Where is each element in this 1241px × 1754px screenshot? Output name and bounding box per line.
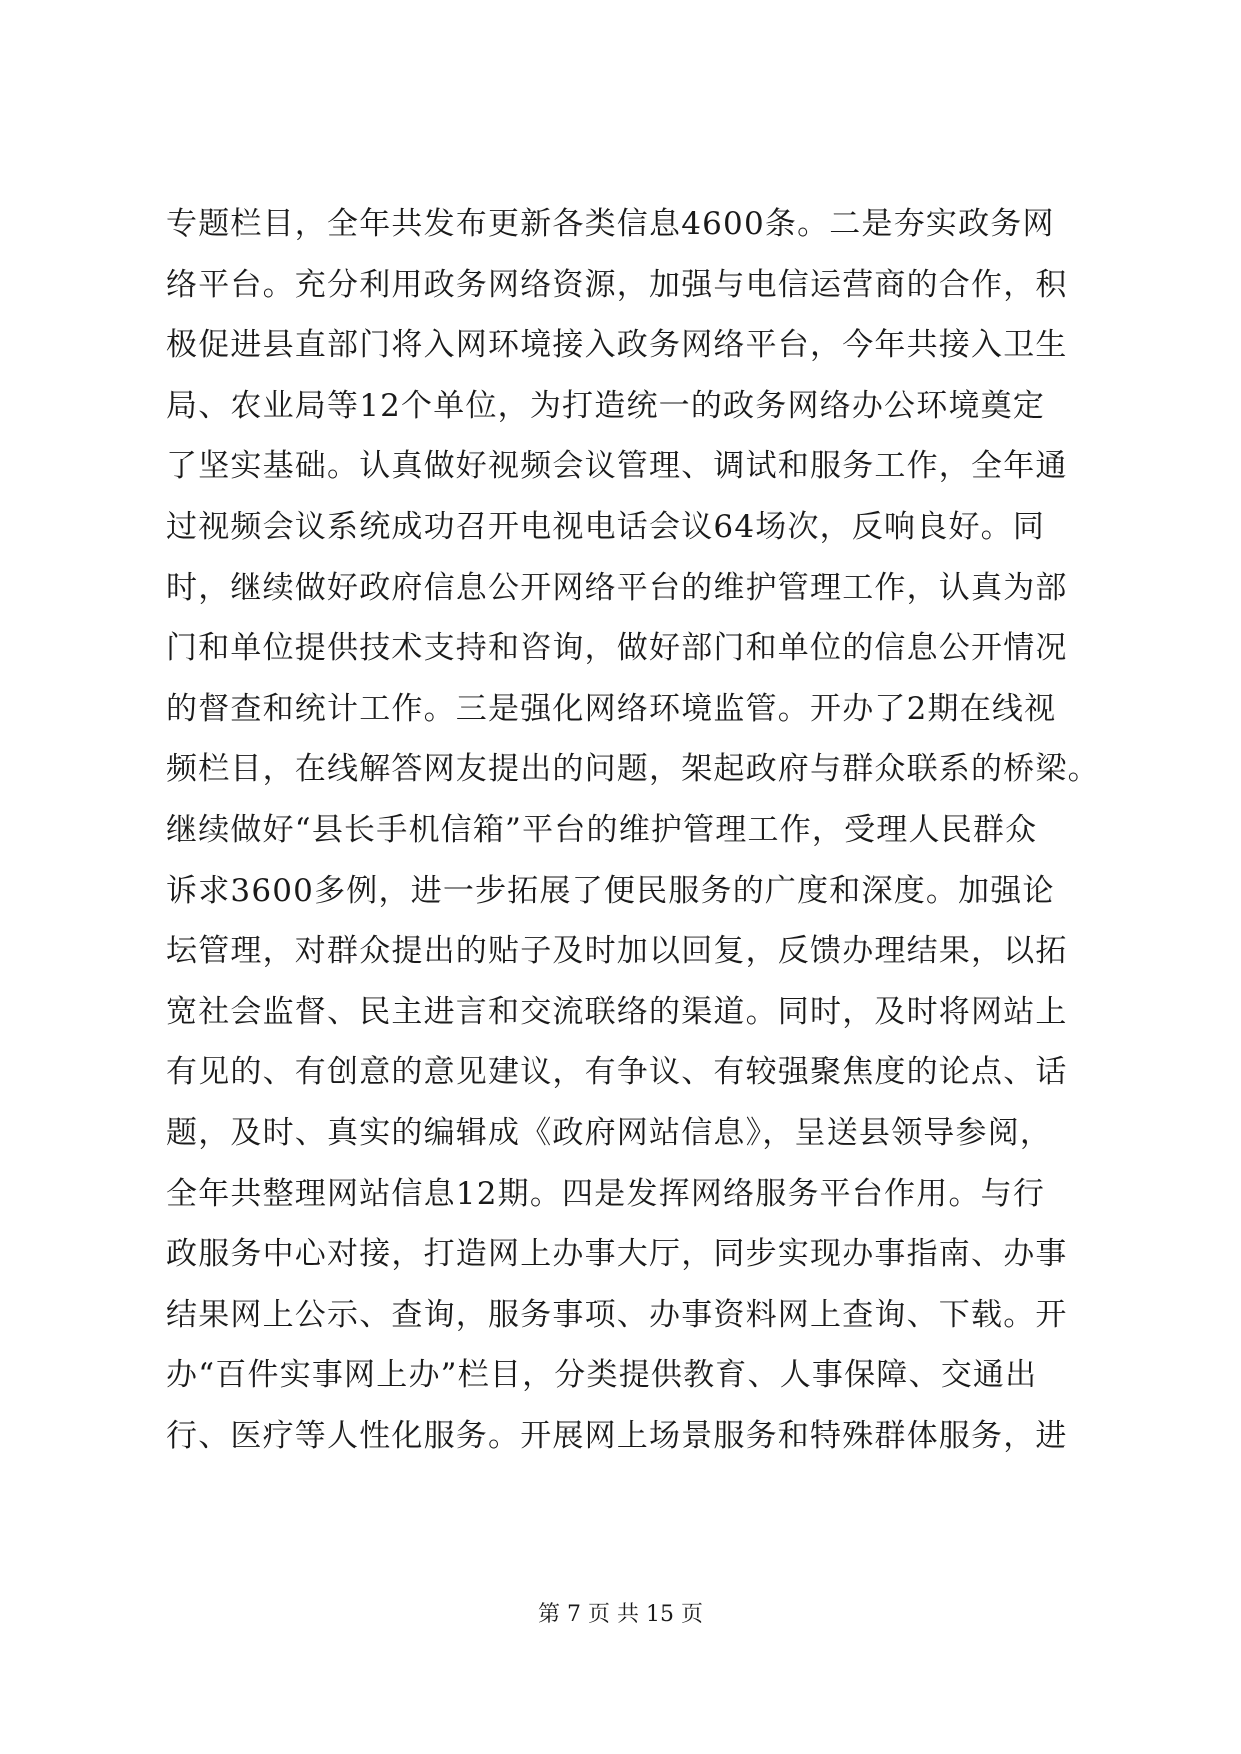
text-line: 过视频会议系统成功召开电视电话会议64场次，反响良好。同 [166,508,1046,545]
text-line: 专题栏目，全年共发布更新各类信息4600条。二是夯实政务网 [166,206,1055,242]
text-line: 频栏目，在线解答网友提出的问题，架起政府与群众联系的桥梁。 [166,751,1100,788]
text-line: 局、农业局等12个单位，为打造统一的政务网络办公环境奠定 [166,387,1046,424]
body-text [166,194,1100,1466]
text-line: 办“百件实事网上办”栏目，分类提供教育、人事保障、交通出 [166,1357,1038,1394]
text-line: 全年共整理网站信息12期。四是发挥网络服务平台作用。与行 [166,1175,1046,1212]
text-line: 门和单位提供技术支持和咨询，做好部门和单位的信息公开情况 [166,630,1068,667]
text-line: 有见的、有创意的意见建议，有争议、有较强聚焦度的论点、话 [166,1054,1068,1091]
text-line: 继续做好“县长手机信箱”平台的维护管理工作，受理人民群众 [166,811,1038,848]
page-number-footer: 第 7 页 共 15 页 [538,1602,703,1627]
text-line: 结果网上公示、查询，服务事项、办事资料网上查询、下载。开 [166,1296,1068,1333]
text-line: 诉求3600多例，进一步拓展了便民服务的广度和深度。加强论 [166,872,1055,909]
text-line: 题，及时、真实的编辑成《政府网站信息》，呈送县领导参阅， [166,1114,1053,1151]
text-line: 极促进县直部门将入网环境接入政务网络平台，今年共接入卫生 [166,327,1068,364]
text-line: 的督查和统计工作。三是强化网络环境监管。开办了2期在线视 [166,690,1057,727]
text-line: 政服务中心对接，打造网上办事大厅，同步实现办事指南、办事 [166,1236,1068,1273]
text-line: 行、医疗等人性化服务。开展网上场景服务和特殊群体服务，进 [166,1417,1068,1454]
text-line: 时，继续做好政府信息公开网络平台的维护管理工作，认真为部 [166,569,1068,606]
text-line: 坛管理，对群众提出的贴子及时加以回复，反馈办理结果，以拓 [166,933,1068,970]
text-line: 宽社会监督、民主进言和交流联络的渠道。同时，及时将网站上 [166,993,1068,1030]
text-line: 了坚实基础。认真做好视频会议管理、调试和服务工作，全年通 [166,448,1068,485]
text-line: 络平台。充分利用政务网络资源，加强与电信运营商的合作，积 [166,266,1068,303]
